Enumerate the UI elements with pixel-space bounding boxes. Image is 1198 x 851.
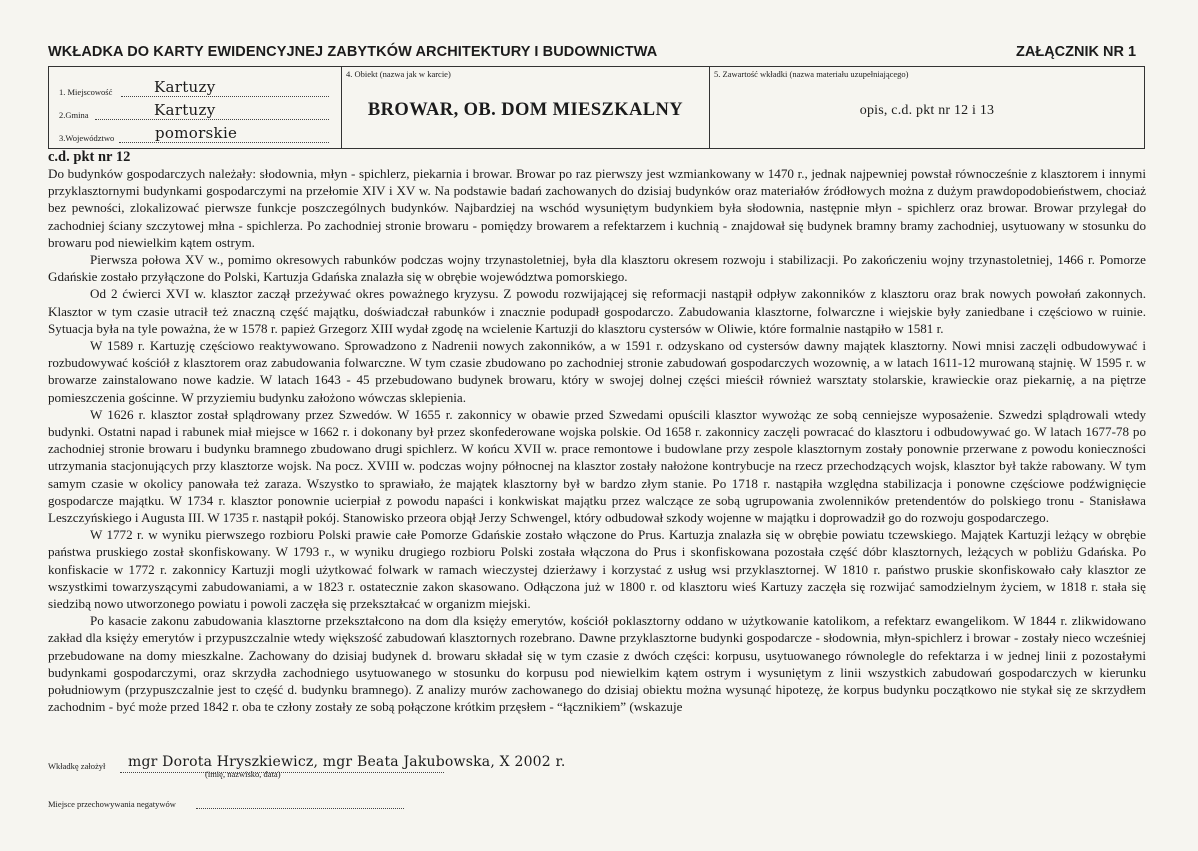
author-label: Wkładkę założył xyxy=(48,761,106,771)
negatives-label: Miejsce przechowywania negatywów xyxy=(48,799,176,809)
author-value: mgr Dorota Hryszkiewicz, mgr Beata Jakubowska, X 2002 r. xyxy=(128,754,566,770)
object-name: BROWAR, OB. DOM MIESZKALNY xyxy=(367,100,684,120)
paragraph: W 1772 r. w wyniku pierwszego rozbioru Polski prawie całe Pomorze Gdańskie zostało włączone do Prus. Kartuzja znalazła się w obrębie powiatu tczewskiego. Majątek Kartuzji leżący w obrębie państwa pruskiego został skonfiskowany. W 1793 r., w wyniku drugiego rozbioru Polski została włączona do Prus i skonfiskowana pozostała część dóbr klasztornych, leżących w pobliżu Gdańska. Po konfiskacie w 1772 r. zakonnicy Kartuzji mogli użytkować folwark w ramach wieczystej dzierżawy i korzystać z usług wsi przyklasztornej. W 1810 r. państwo pruskie skonfiskowało cały klasztor ze wszystkimi towarzyszącymi zabudowaniami, a w 1823 r. ostatecznie zakon skasowano. Odłączona już w 1800 r. od klasztoru wieś Kartuzy zaczęła się rozwijać samodzielnym życiem, w 1818 r. stała się siedzibą nowo utworzonego powiatu i powoli zaczęła się przekształcać w organizm miejski. xyxy=(48,527,1146,612)
paragraph: W 1589 r. Kartuzję częściowo reaktywowano. Sprowadzono z Nadrenii nowych zakonników, a w 1591 r. odzyskano od cystersów dawny majątek klasztorny. Nowi mnisi zaczęli odbudowywać i rozbudowywać kościół z klasztorem oraz zabudowania folwarczne. W tym czasie zbudowano po zachodniej stronie zabudowań gospodarczych wozownię, a w latach 1611-12 murowaną stajnię. W 1595 r. w browarze zainstalowano nowe kadzie. W latach 1643 - 45 przebudowano budynek browaru, który w swojej dolnej części mieścił również warsztaty stolarskie, krawieckie oraz piekarnię, a na piętrze pomieszczenia gościnne. W przyziemiu budynku założono wówczas sklepienia. xyxy=(48,338,1146,405)
commune-label: 2.Gmina xyxy=(59,110,89,120)
object-label: 4. Obiekt (nazwa jak w karcie) xyxy=(346,69,451,79)
voivodeship-value: pomorskie xyxy=(155,124,238,142)
description-text xyxy=(48,165,1146,716)
voivodeship-field xyxy=(59,125,329,145)
town-label: 1. Miejscowość xyxy=(59,87,113,97)
paragraph: Od 2 ćwierci XVI w. klasztor zaczął przeżywać okres poważnego kryzysu. Z powodu rozwijającej się reformacji nastąpił odpływ zakonników z klasztoru oraz brak nowych powołań zakonnych. Klasztor w tym czasie utracił też znaczną część majątku, doświadczał rabunków i znacznie podupadł gospodarczo. Zabudowania klasztorne, folwarczne i wiejskie były zaniedbane i częściowo w ruinie. Sytuacja była na tyle poważna, że w 1578 r. papież Grzegorz XIII wydał zgodę na wcielenie Kartuzji do klasztoru cystersów w Oliwie, które formalnie nastąpiło w 1581 r. xyxy=(48,286,1146,336)
negatives-dotted-line xyxy=(196,808,404,809)
negatives-location-field xyxy=(48,799,408,811)
commune-value: Kartuzy xyxy=(154,101,216,119)
town-value: Kartuzy xyxy=(154,78,216,96)
document-title: WKŁADKA DO KARTY EWIDENCYJNEJ ZABYTKÓW ARCHITEKTURY I BUDOWNICTWA xyxy=(48,44,658,60)
insert-contents-column xyxy=(709,67,1144,148)
commune-field xyxy=(59,102,329,122)
paragraph: W 1626 r. klasztor został splądrowany przez Szwedów. W 1655 r. zakonnicy w obawie przed Szwedami opuścili klasztor wywożąc ze sobą cenniejsze wyposażenie. Szwedzi splądrowali wtedy budynki. Ostatni napad i rabunek miał miejsce w 1662 r. i dokonany był przez skonfederowane wojska polskie. Od 1658 r. zakonnicy zaczęli powracać do klasztoru i odbudowywać go. W latach 1677-78 po zachodniej stronie browaru i budynku bramnego zbudowano drugi spichlerz. W końcu XVII w. prace remontowe i budowlane przy zespole klasztornym zostały ponownie przerwane z powodu konieczności utrzymania stacjonujących przy klasztorze wojsk. Na pocz. XVIII w. podczas wojny północnej na klasztor zostały nałożone kontrybucje na rzecz przechodzących wojsk, klasztor był także rabowany. W tym samym czasie w okolicy panowała też zaraza. Wszystko to sprawiało, że majątek klasztorny był w bardzo złym stanie. Po 1718 r. nastąpiła względna stabilizacja i ponowne częściowe podźwignięcie gospodarcze majątku. W 1734 r. klasztor ponownie ucierpiał z powodu napaści i konkwiskat majątku przez walczące ze sobą ugrupowania zwolenników pretendentów do polskiego tronu - Stanisława Leszczyńskiego i Augusta III. W 1735 r. nastąpił pokój. Stanowisko przeora objął Jerzy Schwengel, który odbudował szkody wojenne w majątku i doprowadził go do rozwoju gospodarczego. xyxy=(48,406,1146,526)
paragraph: Pierwsza połowa XV w., pomimo okresowych rabunków podczas wojny trzynastoletniej, była dla klasztoru okresem rozwoju i stabilizacji. Po zakończeniu wojny trzynastoletniej, 1466 r. Pomorze Gdańskie zostało przyłączone do Polski, Kartuzja Gdańska znalazła się w obrębie województwa pomorskiego. xyxy=(48,252,1146,285)
voivodeship-dotted-line xyxy=(119,142,329,143)
location-column xyxy=(49,67,341,148)
insert-contents-value: opis, c.d. pkt nr 12 i 13 xyxy=(859,103,995,118)
town-field xyxy=(59,79,329,99)
paragraph: Do budynków gospodarczych należały: słodownia, młyn - spichlerz, piekarnia i browar. Browar po raz pierwszy jest wzmiankowany w 1470 r., jednak najpewniej powstał równocześnie z klasztorem i innymi przyklasztornymi budynkami gospodarczymi na przełomie XIV i XV w. Na podstawie badań zachowanych do dzisiaj budynków oraz materiałów źródłowych można z dużym prawdopodobieństwem, chociaż bez pewności, zlokalizować pierwsze funkcje poszczególnych budynków. Najbardziej na wschód wysuniętym budynkiem była słodownia, następnie młyn - spichlerz oraz browar. Browar przylegał do zachodniej ściany szczytowej młna - spichlerza. Po zachodniej stronie browaru - pomiędzy browarem a refektarzem i kuchnią - znajdował się budynek bramny bramy zachodniej, usytuowany w stosunku do browaru pod niewielkim kątem ostrym. xyxy=(48,166,1146,250)
annex-number: ZAŁĄCZNIK NR 1 xyxy=(1016,44,1137,60)
section-title: c.d. pkt nr 12 xyxy=(48,149,131,165)
paragraph: Po kasacie zakonu zabudowania klasztorne przekształcono na dom dla księży emerytów, kościół poklasztorny oddano w użytkowanie katolikom, a refektarz ewangelikom. W 1844 r. zlikwidowano zakład dla księży emerytów i przypuszczalnie wtedy większość zabudowań klasztornych rozebrano. Dawne przyklasztorne budynki gospodarcze - słodownia, młyn-spichlerz i browar - zostały nieco wcześniej przebudowane na domy mieszkalne. Zachowany do dzisiaj budynek d. browaru składał się w tym czasie z dwóch części: korpusu, usytuowanego równolegle do refektarza i w jednej linii z pozostałymi budynkami gospodarczymi, oraz skrzydła zachodniego usytuowanego w stosunku do korpusu pod niewielkim kątem ostrym i wysuniętym z linii wszystkich zabudowań gospodarczych w kierunku południowym (przypuszczalnie jest to część d. budynku bramnego). Z analizy murów zachowanego do dzisiaj obiektu można wysunąć hipotezę, że korpus budynku początkowo nie stykał się ze skrzydłem zachodnim - być może przed 1842 r. oba te człony zostały ze sobą połączone krótkim przęsłem - “łącznikiem” (wskazuje xyxy=(48,613,1146,715)
voivodeship-label: 3.Województwo xyxy=(59,133,115,143)
commune-dotted-line xyxy=(95,119,329,120)
insert-contents-label: 5. Zawartość wkładki (nazwa materiału uzupełniającego) xyxy=(714,69,909,79)
author-dotted-line xyxy=(120,772,444,773)
author-field xyxy=(48,754,608,774)
town-dotted-line xyxy=(121,96,329,97)
author-caption: (imię, nazwisko, data) xyxy=(205,769,281,779)
object-column xyxy=(341,67,709,148)
form-header-box xyxy=(48,66,1145,149)
